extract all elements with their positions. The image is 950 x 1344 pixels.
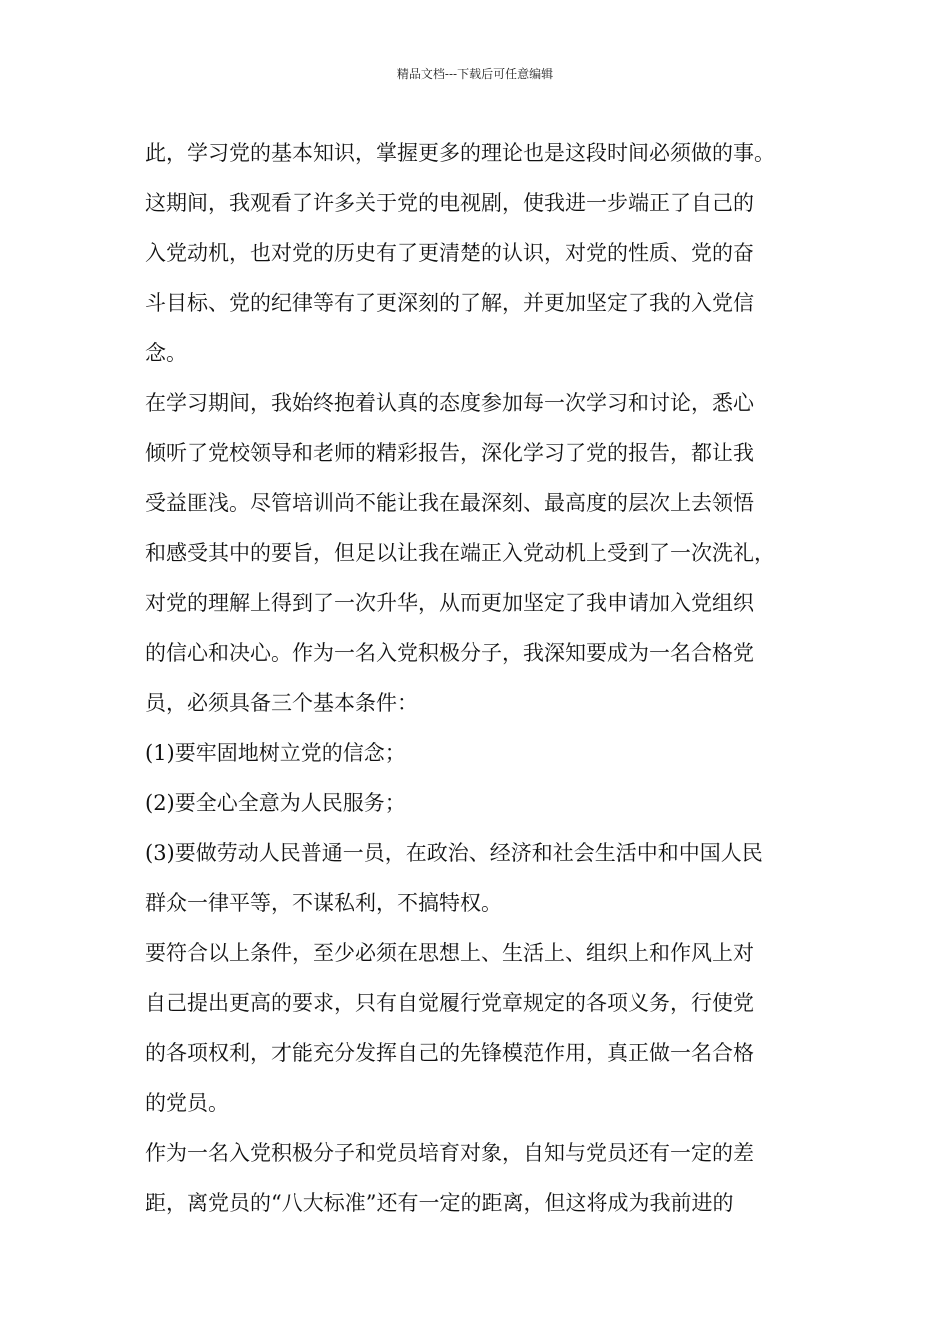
text-line: 在学习期间，我始终抱着认真的态度参加每一次学习和讨论，悉心: [145, 391, 754, 415]
text-line: 的信心和决心。作为一名入党积极分子，我深知要成为一名合格党: [145, 641, 754, 665]
list-item: (3)要做劳动人民普通一员，在政治、经济和社会生活中和中国人民: [145, 841, 763, 865]
text-line: 自己提出更高的要求，只有自觉履行党章规定的各项义务，行使党: [145, 991, 754, 1015]
text-line: 和感受其中的要旨，但足以让我在端正入党动机上受到了一次洗礼，: [145, 541, 775, 565]
text-line: 倾听了党校领导和老师的精彩报告，深化学习了党的报告，都让我: [145, 441, 754, 465]
text-line: 距，离党员的“八大标准”还有一定的距离，但这将成为我前进的: [145, 1191, 734, 1215]
list-item: (1)要牢固地树立党的信念；: [145, 741, 406, 765]
text-line: 的各项权利，才能充分发挥自己的先锋模范作用，真正做一名合格: [145, 1041, 754, 1065]
list-item: (2)要全心全意为人民服务；: [145, 791, 406, 815]
text-line: 受益匪浅。尽管培训尚不能让我在最深刻、最高度的层次上去领悟: [145, 491, 754, 515]
text-line: 对党的理解上得到了一次升华，从而更加坚定了我申请加入党组织: [145, 591, 754, 615]
document-body: [145, 128, 815, 1228]
text-line: 要符合以上条件，至少必须在思想上、生活上、组织上和作风上对: [145, 941, 754, 965]
text-line: 员，必须具备三个基本条件：: [145, 691, 418, 715]
text-line: 入党动机，也对党的历史有了更清楚的认识，对党的性质、党的奋: [145, 241, 754, 265]
text-line: 念。: [145, 341, 187, 365]
text-line: 群众一律平等，不谋私利，不搞特权。: [145, 891, 502, 915]
text-line: 此，学习党的基本知识，掌握更多的理论也是这段时间必须做的事。: [145, 141, 775, 165]
page-header: 精品文档---下载后可任意编辑: [396, 67, 554, 81]
text-line: 斗目标、党的纪律等有了更深刻的了解，并更加坚定了我的入党信: [145, 291, 754, 315]
text-line: 的党员。: [145, 1091, 229, 1115]
text-line: 这期间，我观看了许多关于党的电视剧，使我进一步端正了自己的: [145, 191, 754, 215]
text-line: 作为一名入党积极分子和党员培育对象，自知与党员还有一定的差: [145, 1141, 754, 1165]
